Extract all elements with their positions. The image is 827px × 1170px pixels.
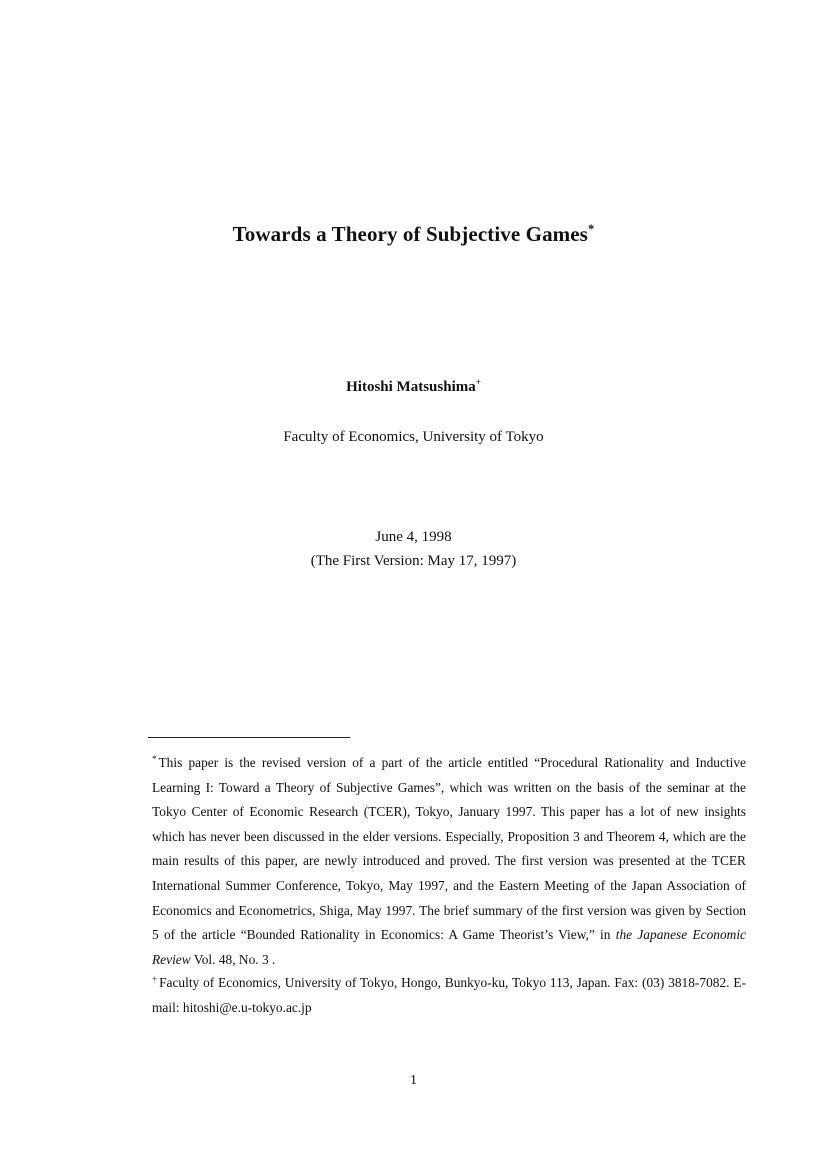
journal-name: the Japanese Economic Review — [152, 927, 746, 967]
footnote-author — [152, 971, 746, 1020]
footnote-marker: * — [152, 753, 157, 764]
author-footnote-marker: + — [475, 377, 481, 387]
affiliation: Faculty of Economics, University of Tokyo — [283, 429, 544, 445]
paper-title-text: Towards a Theory of Subjective Games — [232, 222, 588, 246]
page-number: 1 — [410, 1073, 417, 1088]
first-version-note: (The First Version: May 17, 1997) — [310, 553, 517, 569]
footnote-text: Faculty of Economics, University of Tokyo, Hongo, Bunkyo-ku, Tokyo 113, Japan. Fax: (03) 3818-7082. E-mail: hitoshi@e.u-tokyo.ac.jp — [152, 975, 746, 1015]
author-name — [0, 379, 827, 396]
footnote-title — [152, 751, 746, 972]
footnotes — [152, 751, 746, 1021]
footnote-text-end: Vol. 48, No. 3 . — [193, 951, 276, 967]
author-name-text: Hitoshi Matsushima — [346, 379, 476, 395]
footnote-marker: + — [152, 973, 158, 984]
footnote-text: This paper is the revised version of a part of the article entitled “Procedural Rationality and Inductive Learning I: Toward a Theory of Subjective Games”, which was written on the basis of the seminar at the Tokyo Center of Economic Research (TCER), Tokyo, January 1997. This paper has a lot of new insights which has never been discussed in the elder versions. Especially, Proposition 3 and Theorem 4, which are the main results of this paper, are newly introduced and proved. The first version was presented at the TCER International Summer Conference, Tokyo, May 1997, and the Eastern Meeting of the Japan Association of Economics and Econometrics, Shiga, May 1997. The brief summary of the first version was given by Section 5 of the article “Bounded Rationality in Economics: A Game Theorist’s View,” in — [152, 755, 746, 943]
paper-date: June 4, 1998 — [375, 529, 452, 545]
title-footnote-marker: * — [587, 222, 595, 236]
paper-title — [0, 222, 827, 247]
footnote-separator — [148, 737, 350, 738]
